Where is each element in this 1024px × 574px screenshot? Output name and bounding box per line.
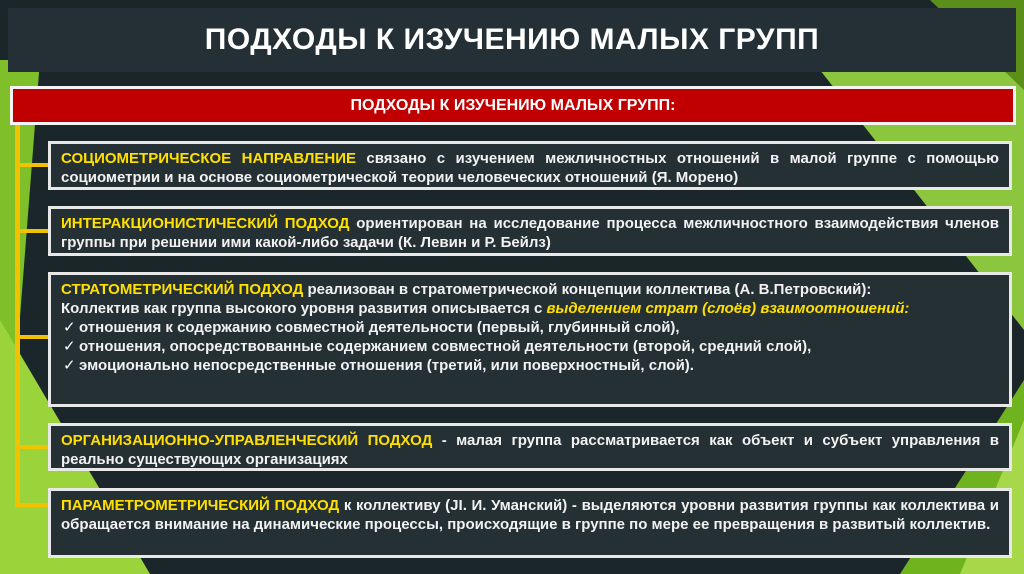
list-item: ✓ эмоционально непосредственные отношения (третий, или поверхностный, слой). bbox=[63, 357, 694, 374]
approach-term: СТРАТОМЕТРИЧЕСКИЙ ПОДХОД bbox=[61, 281, 304, 298]
approach-description: реализован в стратометрической концепции коллектива (А. В.Петровский): bbox=[303, 281, 872, 298]
approach-card-sociometric bbox=[48, 141, 1012, 190]
check-icon: ✓ bbox=[63, 319, 76, 336]
approach-card-stratometric bbox=[48, 272, 1012, 407]
connector-tick bbox=[15, 445, 48, 449]
approach-description: связано с изучением межличностных отношений в малой группе с помощью социометрии и на основе социометрической теории человеческих отношений (Я. Морено) bbox=[61, 150, 999, 186]
check-icon: ✓ bbox=[63, 357, 76, 374]
approach-term: СОЦИОМЕТРИЧЕСКОЕ НАПРАВЛЕНИЕ bbox=[61, 150, 356, 167]
approach-description: к коллективу (JI. И. Уманский) - выделяются уровни развития группы как коллектива и обращается внимание на динамические процессы, происходящие в группе по мере ее превращения в развитый коллектив. bbox=[61, 497, 999, 533]
section-header-text: ПОДХОДЫ К ИЗУЧЕНИЮ МАЛЫХ ГРУПП: bbox=[350, 96, 676, 114]
approach-description: - малая группа рассматривается как объект и субъект управления в реально существующих организациях bbox=[61, 432, 999, 468]
approach-card-interactionist bbox=[48, 206, 1012, 256]
slide-title: ПОДХОДЫ К ИЗУЧЕНИЮ МАЛЫХ ГРУПП bbox=[204, 23, 820, 56]
connector-tick bbox=[15, 163, 48, 167]
approach-description: ориентирован на исследование процесса межличностного взаимодействия членов группы при решении ими какой-либо задачи (К. Левин и Р. Бейлз) bbox=[61, 215, 999, 251]
title-bar bbox=[8, 8, 1016, 72]
approach-term: ОРГАНИЗАЦИОННО-УПРАВЛЕНЧЕСКИЙ ПОДХОД bbox=[61, 432, 433, 449]
check-icon: ✓ bbox=[63, 338, 76, 355]
approach-emphasis: выделением страт (слоёв) взаимоотношений: bbox=[546, 300, 910, 317]
approach-description-2: Коллектив как группа высокого уровня развития описывается с bbox=[61, 300, 547, 317]
list-item: ✓ отношения, опосредствованные содержанием совместной деятельности (второй, средний слой), bbox=[63, 338, 812, 355]
section-header bbox=[10, 86, 1016, 125]
approach-term: ПАРАМЕТРОМЕТРИЧЕСКИЙ ПОДХОД bbox=[61, 497, 340, 514]
approach-card-organizational bbox=[48, 423, 1012, 471]
connector-tick bbox=[15, 503, 48, 507]
approach-term: ИНТЕРАКЦИОНИСТИЧЕСКИЙ ПОДХОД bbox=[61, 215, 350, 232]
strata-list bbox=[61, 318, 999, 375]
list-item: ✓ отношения к содержанию совместной деятельности (первый, глубинный слой), bbox=[63, 319, 680, 336]
approach-card-parametric bbox=[48, 488, 1012, 558]
connector-tick bbox=[15, 229, 48, 233]
connector-tick bbox=[15, 335, 48, 339]
